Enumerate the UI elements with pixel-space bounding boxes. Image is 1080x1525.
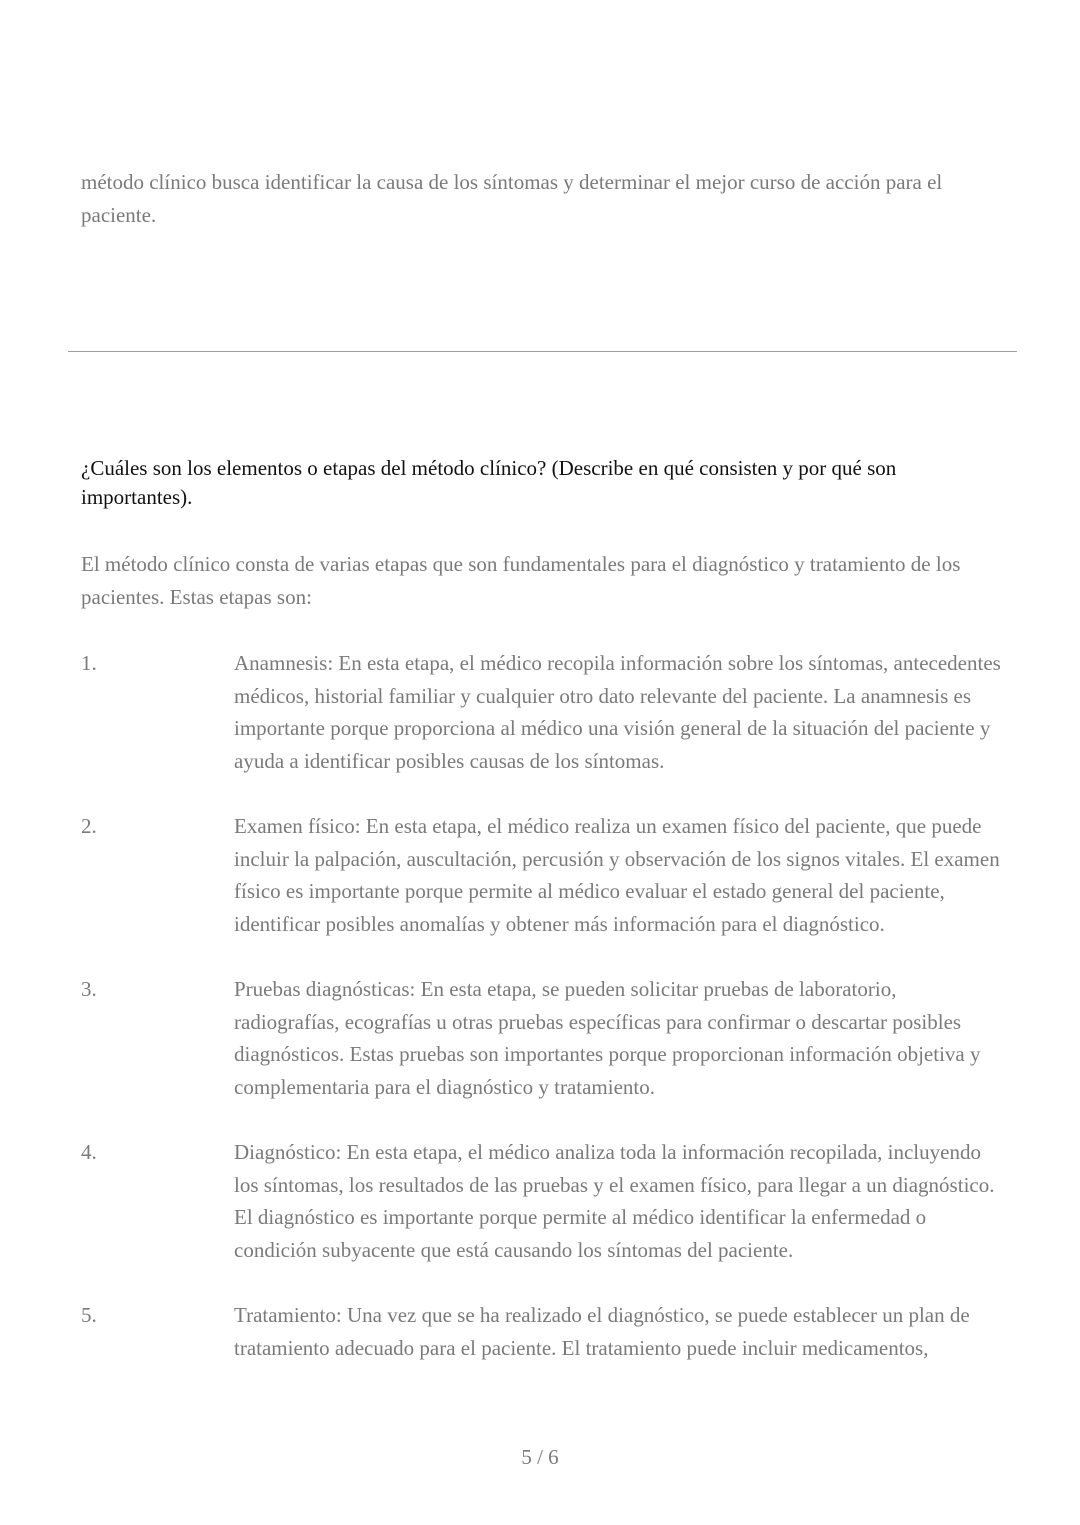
question-heading: ¿Cuáles son los elementos o etapas del método clínico? (Describe en qué consisten y por qué son importantes). [81,456,897,509]
list-item-text: Anamnesis: En esta etapa, el médico recopila información sobre los síntomas, antecedentes médicos, historial familiar y cualquier otro dato relevante del paciente. La anamnesis es importante porque proporciona al médico una visión general de la situación del paciente y ayuda a identificar posibles causas de los síntomas. [234,651,1001,773]
list-item-text: Tratamiento: Una vez que se ha realizado el diagnóstico, se puede establecer un plan de tratamiento adecuado para el paciente. El tratamiento puede incluir medicamentos, [234,1303,970,1360]
list-item [0,973,1080,1103]
page-number: 5 / 6 [521,1445,559,1469]
list-item [0,810,1080,940]
list-item-text: Pruebas diagnósticas: En esta etapa, se pueden solicitar pruebas de laboratorio, radiografías, ecografías u otras pruebas específicas para confirmar o descartar posibles diagnósticos. Estas pruebas son importantes porque proporcionan información objetiva y complementaria para el diagnóstico y tratamiento. [234,977,981,1099]
list-item-text: Diagnóstico: En esta etapa, el médico analiza toda la información recopilada, incluyendo los síntomas, los resultados de las pruebas y el examen físico, para llegar a un diagnóstico. El diagnóstico es importante porque permite al médico identificar la enfermedad o condición subyacente que está causando los síntomas del paciente. [234,1140,995,1262]
list-item [0,1136,1080,1266]
answer-lead-paragraph: El método clínico consta de varias etapas que son fundamentales para el diagnóstico y tratamiento de los pacientes. Estas etapas son: [81,552,961,609]
list-item-number: 4. [81,1140,97,1164]
list-item [0,1299,1080,1364]
list-item-number: 3. [81,977,97,1001]
list-item [0,647,1080,777]
list-item-number: 5. [81,1303,97,1327]
stages-list [0,647,1080,1397]
list-item-number: 1. [81,651,97,675]
list-item-number: 2. [81,814,97,838]
list-item-text: Examen físico: En esta etapa, el médico realiza un examen físico del paciente, que puede incluir la palpación, auscultación, percusión y observación de los signos vitales. El examen físico es importante porque permite al médico evaluar el estado general del paciente, identificar posibles anomalías y obtener más información para el diagnóstico. [234,814,1000,936]
intro-paragraph-tail: método clínico busca identificar la causa de los síntomas y determinar el mejor curso de acción para el paciente. [81,170,943,227]
section-divider [68,351,1017,352]
